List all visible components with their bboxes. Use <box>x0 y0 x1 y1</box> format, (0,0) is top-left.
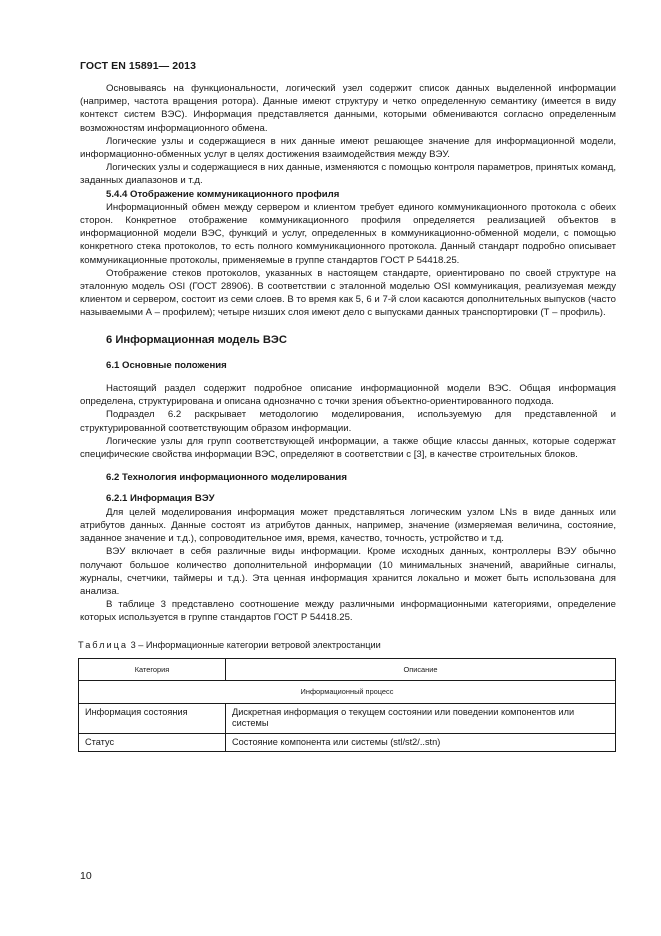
paragraph: Подраздел 6.2 раскрывает методологию моделирования, используемую для представленной и структурированной соответствующим образом информации. <box>80 409 616 434</box>
paragraph: Для целей моделирования информация может представляться логическим узлом LNs в виде данных или атрибутов данных. Данные состоят из атрибутов данных, например, значение (измеряемая величина, состояние, заданное значение и т.д.), сопроводительное имя, время, качество, точность, устройство и т.д. <box>80 506 616 545</box>
column-header-category: Категория <box>79 658 226 681</box>
table-row <box>79 733 616 752</box>
page-header: ГОСТ EN 15891— 2013 <box>80 60 197 72</box>
section-heading-6: 6 Информационная модель ВЭС <box>106 333 287 346</box>
paragraph: Основываясь на функциональности, логический узел содержит список данных выделенной информации (например, частота вращения ротора). Данные имеют структуру и четко определенную семантику (имеется в виду контекст систем ВЭС). Информация представляется данными, которыми обмениваются согласно определенным возможностям информационного обмена. <box>80 83 616 134</box>
table-cell-description: Дискретная информация о текущем состоянии или поведении компонентов или системы <box>226 703 616 733</box>
document-body <box>80 82 616 752</box>
info-categories-table <box>78 658 616 753</box>
paragraph: Логические узлы и содержащиеся в них данные имеют решающее значение для информационной модели, информационно-обменных услуг в целях достижения взаимодействия между ВЭУ. <box>80 135 616 161</box>
paragraph: Отображение стеков протоколов, указанных в настоящем стандарте, ориентировано по своей структуре на эталонную модель OSI (ГОСТ 28906). В соответствии с эталонной моделью OSI коммуникация, реализуемая между клиентом и сервером, состоит из семи слоев. В то время как 5, 6 и 7-й слои касаются дополнительных выпусков (часто называемыми А – профилем); четыре низших слоя имеют дело с выпусками данных транспортировки (Т – профиль). <box>80 267 616 319</box>
table-cell-category: Статус <box>79 733 226 752</box>
table-cell-category: Информация состояния <box>79 703 226 733</box>
section-heading-6-2: 6.2 Технология информационного моделирования <box>106 472 347 484</box>
column-header-description: Описание <box>226 658 616 681</box>
paragraph: Логические узлы для групп соответствующей информации, а также общие классы данных, которые содержат специфические свойства информации ВЭС, определяют в соответствии с [3], в качестве строительных блоков. <box>80 435 616 461</box>
table-cell-description: Состояние компонента или системы (stl/st2/..stn) <box>226 733 616 752</box>
table-row <box>79 703 616 733</box>
table-caption <box>78 639 616 652</box>
table-group-row <box>79 681 616 704</box>
paragraph: Настоящий раздел содержит подробное описание информационной модели ВЭС. Общая информация определена, структурирована и описана однозначно с точки зрения объектно-ориентированного подхода. <box>80 383 616 408</box>
table-caption-text: 3 – Информационные категории ветровой электростанции <box>128 639 381 650</box>
section-heading-6-2-1: 6.2.1 Информация ВЭУ <box>106 493 215 505</box>
section-heading-5-4-4: 5.4.4 Отображение коммуникационного профиля <box>106 188 340 200</box>
page-number: 10 <box>80 870 92 882</box>
table-group-label: Информационный процесс <box>79 681 616 704</box>
section-heading-6-1: 6.1 Основные положения <box>106 359 227 371</box>
paragraph: Логических узлы и содержащиеся в них данные, изменяются с помощью контроля параметров, принятых команд, заданных диапазонов и т.д. <box>80 162 616 187</box>
paragraph: ВЭУ включает в себя различные виды информации. Кроме исходных данных, контроллеры ВЭУ обычно получают большое количество дополнительной информации (10 минимальных значений, аварийные сигналы, журналы, счетчики, таймеры и т.д.). Эта ценная информация хранится локально и может быть использована для анализа. <box>80 546 616 597</box>
paragraph: В таблице 3 представлено соотношение между различными информационными категориями, определение которых используется в группе стандартов ГОСТ Р 54418.25. <box>80 599 616 624</box>
table-caption-word: Таблица <box>78 639 129 650</box>
paragraph: Информационный обмен между сервером и клиентом требует единого коммуникационного протокола с обеих сторон. Конкретное отображение коммуникационного профиля определяется реализацией объектов в информационной модели ВЭС, функций и услуг, определенных в коммуникационно-обменной модели, с помощью конкретного стека протоколов, то есть полного коммуникационного протокола. Данный стандарт подробно описывает коммуникационные протоколы, применяемые в группе стандартов ГОСТ Р 54418.25. <box>80 201 616 266</box>
table-header-row <box>79 658 616 681</box>
